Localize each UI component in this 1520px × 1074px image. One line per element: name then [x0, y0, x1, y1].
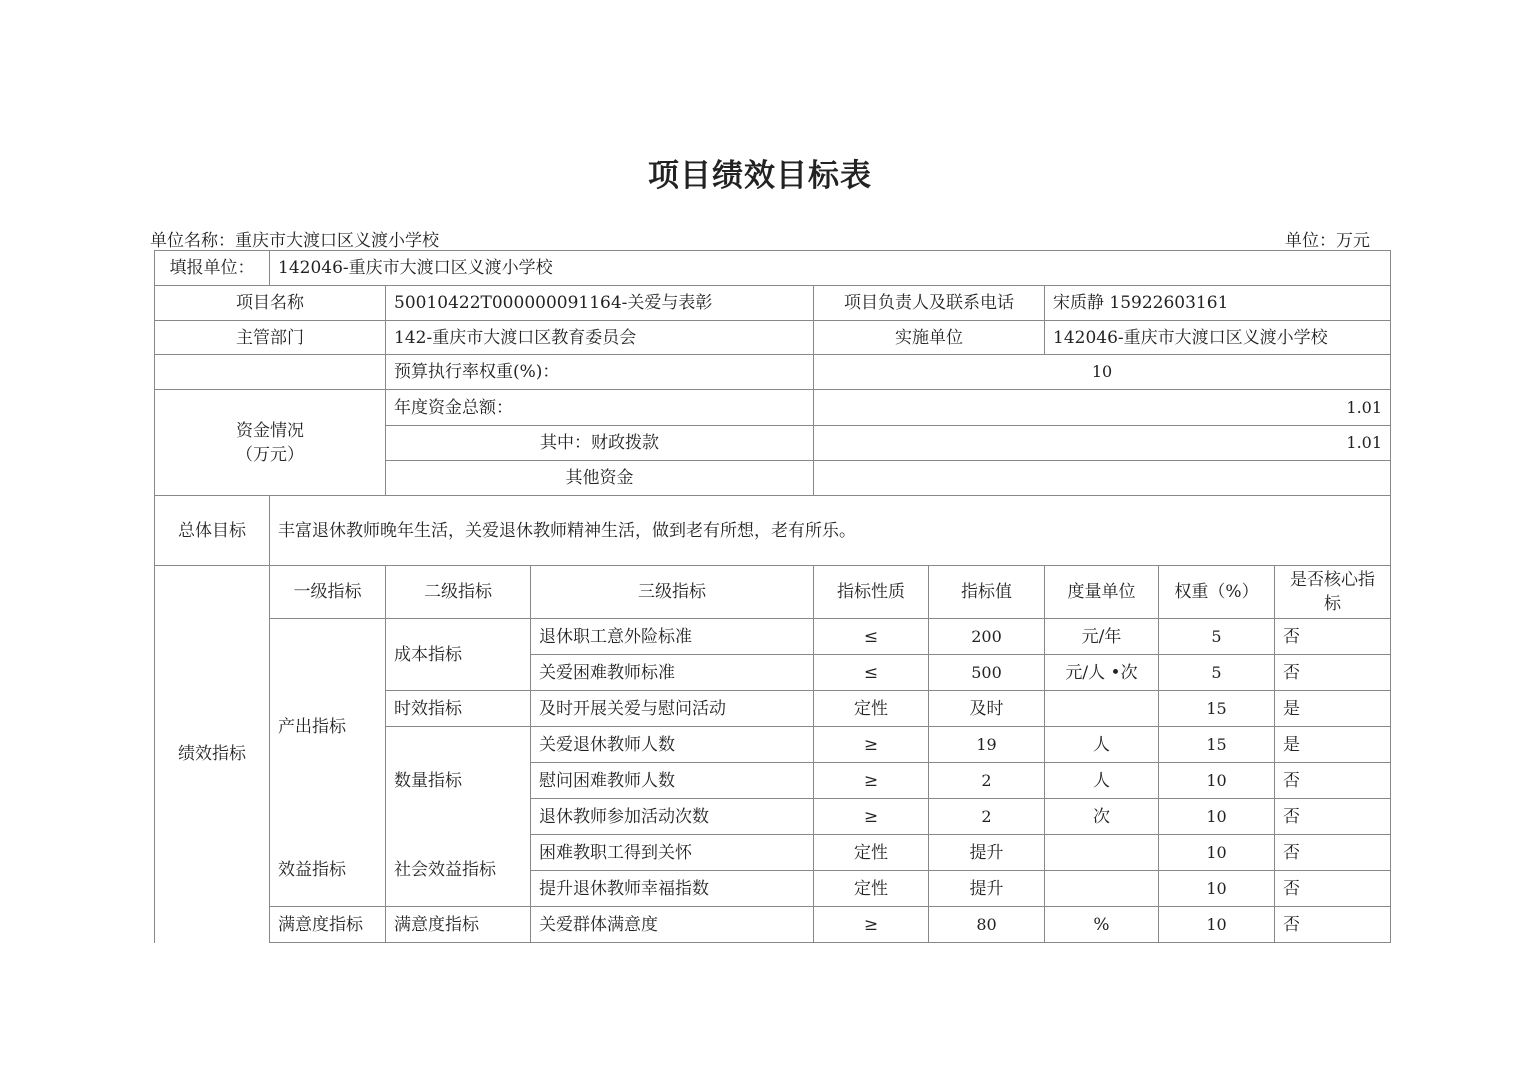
- indicator-unit: [1045, 871, 1159, 907]
- implementing-unit-value: 142046-重庆市大渡口区义渡小学校: [1045, 321, 1391, 355]
- funds-label: [155, 390, 386, 496]
- report-unit-value: 142046-重庆市大渡口区义渡小学校: [270, 251, 1391, 286]
- indicator-nature: 定性: [814, 871, 929, 907]
- indicator-core: 是: [1275, 691, 1391, 727]
- indicator-header-row: [155, 566, 1391, 619]
- funds-total-label: 年度资金总额：: [386, 390, 814, 426]
- funds-total-value: 1.01: [814, 390, 1391, 426]
- indicator-core: 否: [1275, 907, 1391, 943]
- project-leader-value: 宋质静 15922603161: [1045, 286, 1391, 321]
- level2-social: 社会效益指标: [386, 835, 531, 907]
- indicator-name: 关爱困难教师标准: [531, 655, 814, 691]
- indicator-name: 退休教师参加活动次数: [531, 799, 814, 835]
- overall-goal-label: 总体目标: [155, 496, 270, 566]
- funds-fiscal-value: 1.01: [814, 426, 1391, 461]
- indicator-nature: 定性: [814, 835, 929, 871]
- header-level1: 一级指标: [270, 566, 386, 619]
- indicator-row: [155, 835, 1391, 871]
- indicator-weight: 5: [1159, 619, 1275, 655]
- indicator-value: 19: [929, 727, 1045, 763]
- indicator-weight: 10: [1159, 907, 1275, 943]
- project-leader-label: 项目负责人及联系电话: [814, 286, 1045, 321]
- indicator-nature: ≥: [814, 799, 929, 835]
- report-unit-label: 填报单位：: [155, 251, 270, 286]
- indicator-unit: 次: [1045, 799, 1159, 835]
- header-weight: 权重（%）: [1159, 566, 1275, 619]
- funds-label-line1: 资金情况: [236, 420, 304, 441]
- indicator-weight: 5: [1159, 655, 1275, 691]
- budget-weight-row: [155, 355, 1391, 390]
- project-name-row: [155, 286, 1391, 321]
- indicator-name: 退休职工意外险标准: [531, 619, 814, 655]
- indicator-value: 提升: [929, 871, 1045, 907]
- indicator-core: 否: [1275, 835, 1391, 871]
- budget-weight-value: 10: [814, 355, 1391, 390]
- level2-quantity: 数量指标: [386, 727, 531, 835]
- project-name-value: 50010422T000000091164-关爱与表彰: [386, 286, 814, 321]
- indicator-row: [155, 619, 1391, 655]
- funds-other-label: 其他资金: [386, 461, 814, 496]
- indicator-core: 否: [1275, 799, 1391, 835]
- indicator-row: [155, 907, 1391, 943]
- indicator-nature: 定性: [814, 691, 929, 727]
- indicator-name: 困难教职工得到关怀: [531, 835, 814, 871]
- level2-time: 时效指标: [386, 691, 531, 727]
- indicator-name: 慰问困难教师人数: [531, 763, 814, 799]
- funds-other-value: [814, 461, 1391, 496]
- project-name-label: 项目名称: [155, 286, 386, 321]
- budget-weight-label: 预算执行率权重(%)：: [386, 355, 814, 390]
- indicator-nature: ≤: [814, 619, 929, 655]
- indicator-unit: 人: [1045, 763, 1159, 799]
- indicator-unit: %: [1045, 907, 1159, 943]
- funds-fiscal-label: 其中：财政拨款: [386, 426, 814, 461]
- indicators-section-label: 绩效指标: [155, 566, 270, 943]
- indicator-core: 否: [1275, 655, 1391, 691]
- header-level3: 三级指标: [531, 566, 814, 619]
- overall-goal-row: [155, 496, 1391, 566]
- indicator-nature: ≥: [814, 727, 929, 763]
- indicator-nature: ≥: [814, 907, 929, 943]
- indicator-core: 否: [1275, 619, 1391, 655]
- indicator-nature: ≤: [814, 655, 929, 691]
- department-label: 主管部门: [155, 321, 386, 355]
- currency-unit-label: 单位：万元: [1285, 231, 1370, 251]
- indicator-value: 200: [929, 619, 1045, 655]
- indicator-name: 关爱退休教师人数: [531, 727, 814, 763]
- overall-goal-text: 丰富退休教师晚年生活，关爱退休教师精神生活，做到老有所想，老有所乐。: [270, 496, 1391, 566]
- implementing-unit-label: 实施单位: [814, 321, 1045, 355]
- indicator-unit: 元/年: [1045, 619, 1159, 655]
- indicator-core: 否: [1275, 763, 1391, 799]
- indicator-name: 及时开展关爱与慰问活动: [531, 691, 814, 727]
- header-core: 是否核心指标: [1275, 566, 1391, 619]
- indicator-unit: [1045, 835, 1159, 871]
- page-title: 项目绩效目标表: [648, 158, 872, 194]
- indicator-value: 500: [929, 655, 1045, 691]
- header-nature: 指标性质: [814, 566, 929, 619]
- budget-weight-blank: [155, 355, 386, 390]
- report-unit-row: [155, 251, 1391, 286]
- indicator-nature: ≥: [814, 763, 929, 799]
- indicator-unit: 人: [1045, 727, 1159, 763]
- indicator-weight: 10: [1159, 835, 1275, 871]
- header-level2: 二级指标: [386, 566, 531, 619]
- header-value: 指标值: [929, 566, 1045, 619]
- indicator-core: 否: [1275, 871, 1391, 907]
- indicator-weight: 15: [1159, 691, 1275, 727]
- funds-label-line2: （万元）: [236, 444, 304, 465]
- indicator-unit: [1045, 691, 1159, 727]
- indicator-weight: 15: [1159, 727, 1275, 763]
- indicator-unit: 元/人 •次: [1045, 655, 1159, 691]
- indicator-value: 及时: [929, 691, 1045, 727]
- level2-satisfaction: 满意度指标: [386, 907, 531, 943]
- department-value: 142-重庆市大渡口区教育委员会: [386, 321, 814, 355]
- indicator-name: 提升退休教师幸福指数: [531, 871, 814, 907]
- indicator-name: 关爱群体满意度: [531, 907, 814, 943]
- header-unit: 度量单位: [1045, 566, 1159, 619]
- indicator-weight: 10: [1159, 799, 1275, 835]
- indicator-core: 是: [1275, 727, 1391, 763]
- unit-name-label: 单位名称：重庆市大渡口区义渡小学校: [150, 231, 439, 251]
- level1-output: 产出指标: [270, 619, 386, 835]
- indicator-value: 2: [929, 763, 1045, 799]
- level1-benefit: 效益指标: [270, 835, 386, 907]
- indicator-value: 2: [929, 799, 1045, 835]
- department-row: [155, 321, 1391, 355]
- indicator-value: 80: [929, 907, 1045, 943]
- level2-cost: 成本指标: [386, 619, 531, 691]
- indicator-value: 提升: [929, 835, 1045, 871]
- level1-satisfaction: 满意度指标: [270, 907, 386, 943]
- performance-target-table: [154, 250, 1391, 943]
- indicator-weight: 10: [1159, 871, 1275, 907]
- funds-total-row: [155, 390, 1391, 426]
- indicator-weight: 10: [1159, 763, 1275, 799]
